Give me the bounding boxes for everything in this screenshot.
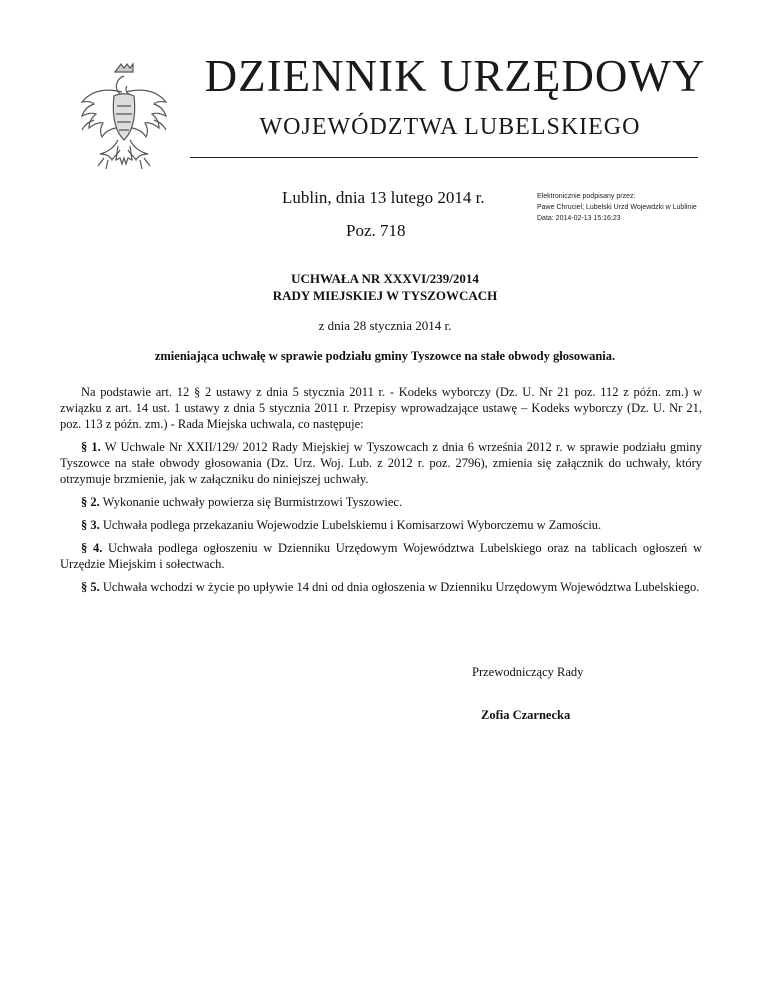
resolution-authority: RADY MIEJSKIEJ W TYSZOWCACH [272, 288, 498, 303]
resolution-subject: zmieniająca uchwałę w sprawie podziału gminy Tyszowce na stałe obwody głosowania. [154, 349, 616, 363]
journal-subtitle: WOJEWÓDZTWA LUBELSKIEGO [259, 114, 641, 140]
chairperson-title: Przewodniczący Rady [472, 665, 584, 679]
signature-label: Elektronicznie podpisany przez: [537, 193, 636, 200]
resolution-title [140, 270, 630, 304]
section-text: Wykonanie uchwały powierza się Burmistrzowi Tyszowiec. [99, 495, 403, 509]
journal-title: DZIENNIK URZĘDOWY [204, 51, 706, 101]
section-label: § 1. [81, 440, 101, 454]
header-divider [190, 157, 698, 158]
chairperson-name: Zofia Czarnecka [481, 708, 571, 722]
section-text: Uchwała podlega ogłoszeniu w Dzienniku Urzędowym Województwa Lubelskiego oraz na tablicach ogłoszeń w Urzędzie Miejskim i sołectwach. [60, 541, 703, 571]
section-text: Uchwała podlega przekazaniu Wojewodzie Lubelskiemu i Komisarzowi Wyborczemu w Zamościu. [99, 518, 602, 532]
resolution-number: UCHWAŁA NR XXXVI/239/2014 [291, 271, 479, 286]
position-number: Poz. 718 [346, 221, 406, 240]
resolution-body [60, 384, 702, 602]
section-4 [60, 540, 702, 572]
section-2 [60, 494, 702, 510]
signature-date: Data: 2014-02-13 15:16:23 [537, 215, 621, 222]
section-text: W Uchwale Nr XXII/129/ 2012 Rady Miejskiej w Tyszowcach z dnia 6 września 2012 r. w sprawie podziału gminy Tyszowce na stałe obwody głosowania (Dz. Urz. Woj. Lub. z 2012 r. poz. 2796), zmienia się załącznik do uchwały, który otrzymuje brzmienie, jak w załączniku do niniejszej uchwały. [60, 440, 702, 486]
section-1 [60, 439, 702, 487]
section-label: § 4. [81, 541, 103, 555]
eagle-emblem-icon [74, 62, 174, 174]
electronic-signature [537, 191, 763, 224]
section-label: § 3. [81, 518, 100, 532]
section-text: Uchwała wchodzi w życie po upływie 14 dni od dnia ogłoszenia w Dzienniku Urzędowym Województwa Lubelskiego. [99, 580, 700, 594]
section-5 [60, 579, 702, 595]
signature-signer: Pawe Chruciel; Lubelski Urzd Wojewdzki w Lublinie [537, 204, 697, 211]
section-label: § 5. [81, 580, 100, 594]
resolution-date: z dnia 28 stycznia 2014 r. [318, 318, 452, 333]
publication-date: Lublin, dnia 13 lutego 2014 r. [282, 188, 485, 207]
section-3 [60, 517, 702, 533]
legal-basis-paragraph: Na podstawie art. 12 § 2 ustawy z dnia 5 stycznia 2011 r. - Kodeks wyborczy (Dz. U. Nr 21 poz. 112 z późn. zm.) w związku z art. 14 ust. 1 ustawy z dnia 5 stycznia 2011 r. Przepisy wprowadzające ustawę – Kodeks wyborczy (Dz. U. Nr 21, poz. 113 z późn. zm.) - Rada Miejska uchwala, co następuje: [60, 385, 702, 431]
section-label: § 2. [81, 495, 100, 509]
